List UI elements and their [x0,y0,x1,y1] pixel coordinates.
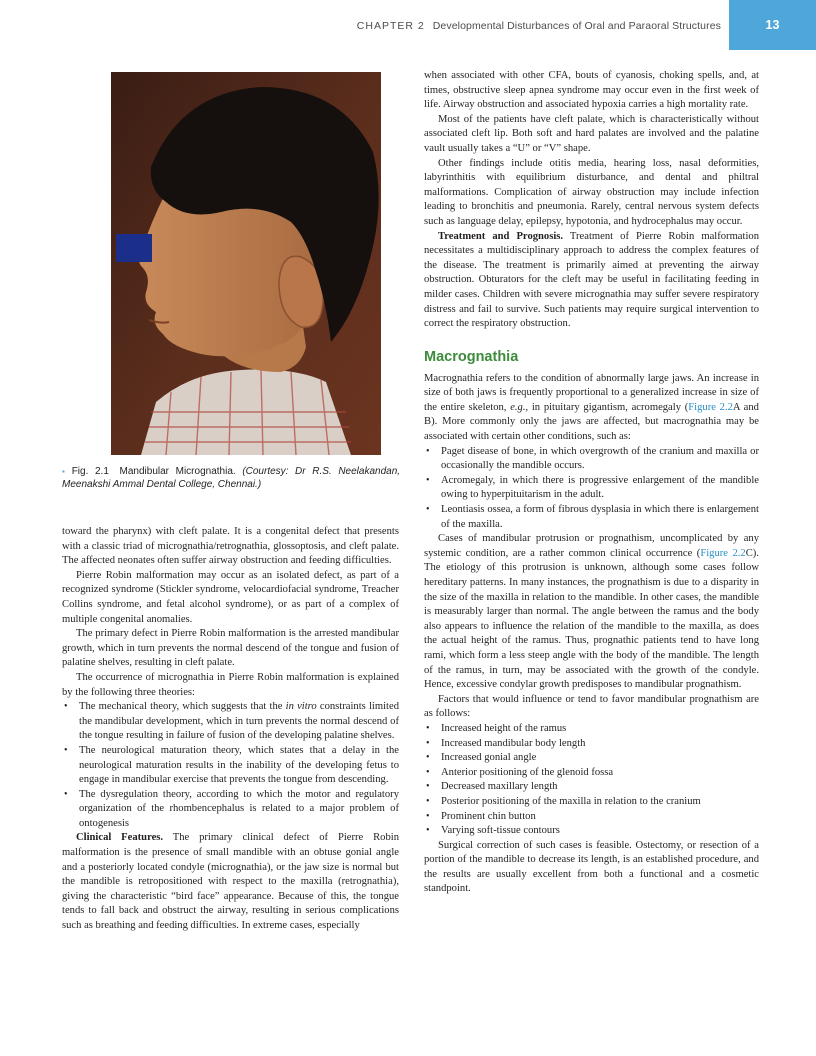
run-in-heading: Clinical Features. [76,832,164,844]
list-item: • Varying soft-tissue contours [424,824,759,839]
list-item: • Prominent chin button [424,810,759,825]
theories-list [62,700,399,831]
section-heading-macrognathia: Macrognathia [424,348,519,365]
list-item: • The mechanical theory, which suggests that the in vitro constraints limited the mandibular development, which in turn prevents the normal descend of the tongue resulting in failure of fusion of the developing palatine shelves. [62,700,399,744]
list-item: • Posterior positioning of the maxilla in relation to the cranium [424,795,759,810]
paragraph-treatment: Treatment and Prognosis. Treatment of Pierre Robin malformation necessitates a multidisciplinary approach to address the complex features of the disease. The treatment is primarily aimed at preventing the airway obstruction. Obturators for the cleft may be useful in facilitating feeding in milder cases. Children with severe micrognathia may suffer severe respiratory distress and fail to survive. Such patients may require surgical intervention to correct the respiratory obstruction. [424,230,759,330]
figure-label: Fig. 2.1 [71,466,109,477]
chapter-label: CHAPTER 2 [356,20,425,32]
list-item: • Anterior positioning of the glenoid fossa [424,766,759,781]
paragraph: Pierre Robin malformation may occur as an isolated defect, as part of a recognized syndrome (Stickler syndrome, velocardiofacial syndrome, Treacher Collins syndrome, and fetal alcohol syndrome), or as part of a complex of multiple congenital anomalies. [62,569,399,625]
figure-caption [62,465,400,491]
paragraph: The primary defect in Pierre Robin malformation is the arrested mandibular growth, which in turn prevents the normal descend of the tongue and fusion of palatine shelves, resulting in cleft palate. [62,628,399,669]
eye-mask [116,234,152,262]
left-column [62,525,399,934]
list-item: • Increased gonial angle [424,751,759,766]
list-item: • Acromegaly, in which there is progressive enlargement of the mandible owing to hyperpituitarism in the adult. [424,474,759,503]
paragraph: Cases of mandibular protrusion or prognathism, uncomplicated by any systemic condition, are a rather common clinical occurrence (Figure 2.2C). The etiology of this protrusion is unknown, although some cases follow hereditary patterns. In many instances, the prognathism is due to a disparity in the size of the maxilla in relation to the mandible. In other cases, the mandible is measurably larger than normal. The angle between the ramus and the body also appears to influence the relation of the mandible to the maxilla, as does the actual height of the ramus. Thus, prognathic patients tend to have long rami, which form a less steep angle with the body of the mandible. The length of the ramus, in turn, may be associated with the growth of the condyle. Hence, excessive condylar growth predisposes to mandibular prognathism. [424,533,759,691]
caption-bullet: ▪ [62,467,69,476]
patient-profile-photo [111,72,381,455]
list-item: • The neurological maturation theory, which states that a delay in the neurological maturation results in the inability of the developing fetus to engage in mandibular exercise that prevents the tongue from descending. [62,744,399,788]
list-item: • The dysregulation theory, according to which the motor and regulatory organization of the rhombencephalus is related to a major problem of ontogenesis [62,788,399,832]
right-column [424,69,759,897]
figure-credit: (Courtesy: Dr R.S. Neelakandan, Meenakshi Ammal Dental College, Chennai.) [62,466,401,490]
run-in-heading: Treatment and Prognosis. [438,230,564,242]
running-head [0,0,816,50]
figure-link[interactable]: Figure 2.2 [688,401,733,413]
paragraph: Other findings include otitis media, hearing loss, nasal deformities, labyrinthitis with equilibrium disturbance, and dental and philtral malformations. Complication of airway obstruction may include infection leading to bronchitis and pneumonia. Rarely, central nervous system defects such as language delay, epilepsy, hypotonia, and hydrocephalus may occur. [424,157,759,227]
conditions-list [424,445,759,533]
paragraph: toward the pharynx) with cleft palate. It is a congenital defect that presents with a classic triad of micrognathia/retrognathia, glossoptosis, and cleft palate. The affected neonates often suffer airway obstruction and feeding difficulties. [62,526,399,567]
list-item: • Increased height of the ramus [424,722,759,737]
figure-title: Mandibular Micrognathia. [119,466,236,477]
paragraph: Surgical correction of such cases is feasible. Ostectomy, or resection of a portion of the mandible to decrease its length, is an established procedure, and the results are usually excellent from both a functional and a cosmetic standpoint. [424,839,759,895]
page-number-box [729,0,816,50]
chapter-title: Developmental Disturbances of Oral and Paraoral Structures [432,20,721,32]
paragraph: when associated with other CFA, bouts of cyanosis, choking spells, and, at times, obstructive sleep apnea syndrome may occur even in the first week of life. Airway obstruction and associated hypoxia carries a high mortality rate. [424,70,759,111]
list-item: • Decreased maxillary length [424,780,759,795]
figure-photo [111,72,381,455]
factors-list [424,722,759,839]
list-item: • Paget disease of bone, in which overgrowth of the cranium and maxilla or occasionally the mandible occurs. [424,445,759,474]
paragraph: Factors that would influence or tend to favor mandibular prognathism are as follows: [424,693,759,720]
paragraph-clinical-features: Clinical Features. The primary clinical defect of Pierre Robin malformation is the presence of small mandible with an obtuse gonial angle and a posteriorly located condyle (micrognathia), or the jaw size is normal but the mandible is retropositioned with respect to the maxilla (retrognathia), giving the characteristic “bird face” appearance. Because of this, the tongue tends to fall back and obstruct the airway, resulting in serious complications such as breathing and feeding difficulties. In extreme cases, especially [62,832,400,932]
list-item: • Increased mandibular body length [424,737,759,752]
figure-link[interactable]: Figure 2.2 [700,547,746,559]
list-item: • Leontiasis ossea, a form of fibrous dysplasia in which there is enlargement of the maxilla. [424,503,759,532]
paragraph: Macrognathia refers to the condition of abnormally large jaws. An increase in size of both jaws is frequently proportional to a generalized increase in size of the entire skeleton, e.g., in pituitary gigantism, acromegaly (Figure 2.2A and B). More commonly only the jaws are affected, but macrognathia may be associated with certain other conditions, such as: [424,372,759,443]
paragraph: The occurrence of micrognathia in Pierre Robin malformation is explained by the following three theories: [62,671,399,698]
chapter-header [357,20,721,32]
page-number: 13 [765,18,780,32]
paragraph: Most of the patients have cleft palate, which is characteristically without associated cleft lip. Both soft and hard palates are involved and the palatine vault usually takes a “U” or “V” shape. [424,113,759,154]
